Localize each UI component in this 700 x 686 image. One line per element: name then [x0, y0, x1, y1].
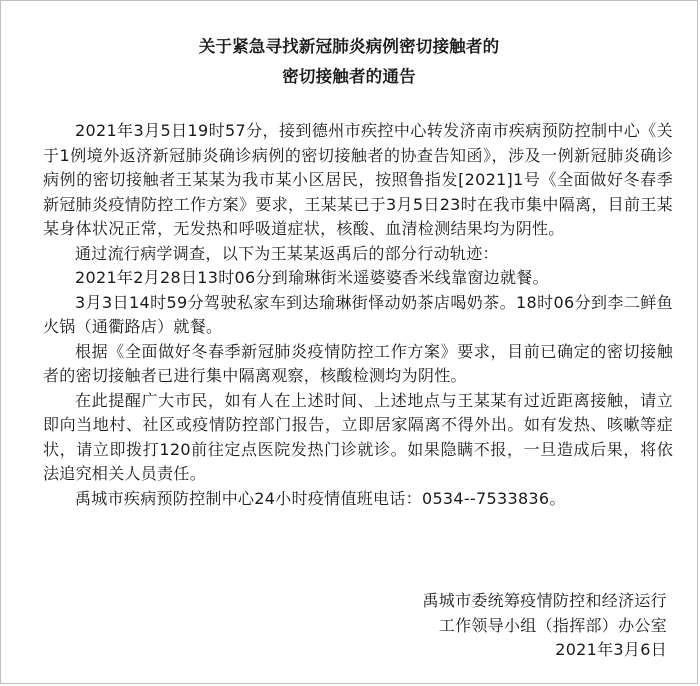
paragraph-itinerary-mar3: 3月3日14时59分驾驶私家车到达瑜琳街怿动奶茶店喝奶茶。18时06分到李二鲜鱼火锅（通衢路店）就餐。 [43, 292, 673, 336]
paragraph-quarantine-status: 根据《全面做好冬春季新冠肺炎疫情防控工作方案》要求，目前已确定的密切接触者的密切接触者已进行集中隔离观察，核酸检测均为阴性。 [43, 341, 673, 385]
signature-date: 2021年3月6日 [555, 640, 667, 659]
notice-signature [422, 589, 667, 663]
paragraph-itinerary-feb28: 2021年2月28日13时06分到瑜琳街米遥婆婆香米线靠窗边就餐。 [75, 268, 549, 287]
signature-org-line-1: 禹城市委统筹疫情防控和经济运行 [422, 591, 667, 610]
signature-org-line-2: 工作领导小组（指挥部）办公室 [438, 615, 667, 635]
paragraph-hotline: 禹城市疾病预防控制中心24小时疫情值班电话：0534--7533836。 [75, 488, 566, 508]
notice-title-line-2: 密切接触者的通告 [282, 67, 416, 86]
paragraph-incident: 2021年3月5日19时57分，接到德州市疾控中心转发济南市疾病预防控制中心《关于1例境外返济新冠肺炎确诊病例的密切接触者的协查告知函》，涉及一例新冠肺炎确诊病例的密切接触者王某某为我市某小区居民，按照鲁指发[2021]1号《全面做好冬春季新冠肺炎疫情防控工作方案》要求，王某某已于3月5日23时在我市集中隔离，目前王某某身体状况正常，无发热和呼吸道症状，核酸、血清检测结果均为阴性。 [43, 121, 673, 238]
notice-title-line-1: 关于紧急寻找新冠肺炎病例密切接触者的 [198, 37, 500, 56]
paragraph-public-reminder: 在此提醒广大市民，如有人在上述时间、上述地点与王某某有过近距离接触，请立即向当地村、社区或疫情防控部门报告，立即居家隔离不得外出。如有发热、咳嗽等症状，请立即拨打120前往定点医院发热门诊就诊。如果隐瞒不报，一旦造成后果，将依法追究相关人员责任。 [43, 390, 673, 483]
notice-body [43, 119, 673, 511]
paragraph-itinerary-intro: 通过流行病学调查，以下为王某某返禹后的部分行动轨迹： [75, 243, 499, 263]
